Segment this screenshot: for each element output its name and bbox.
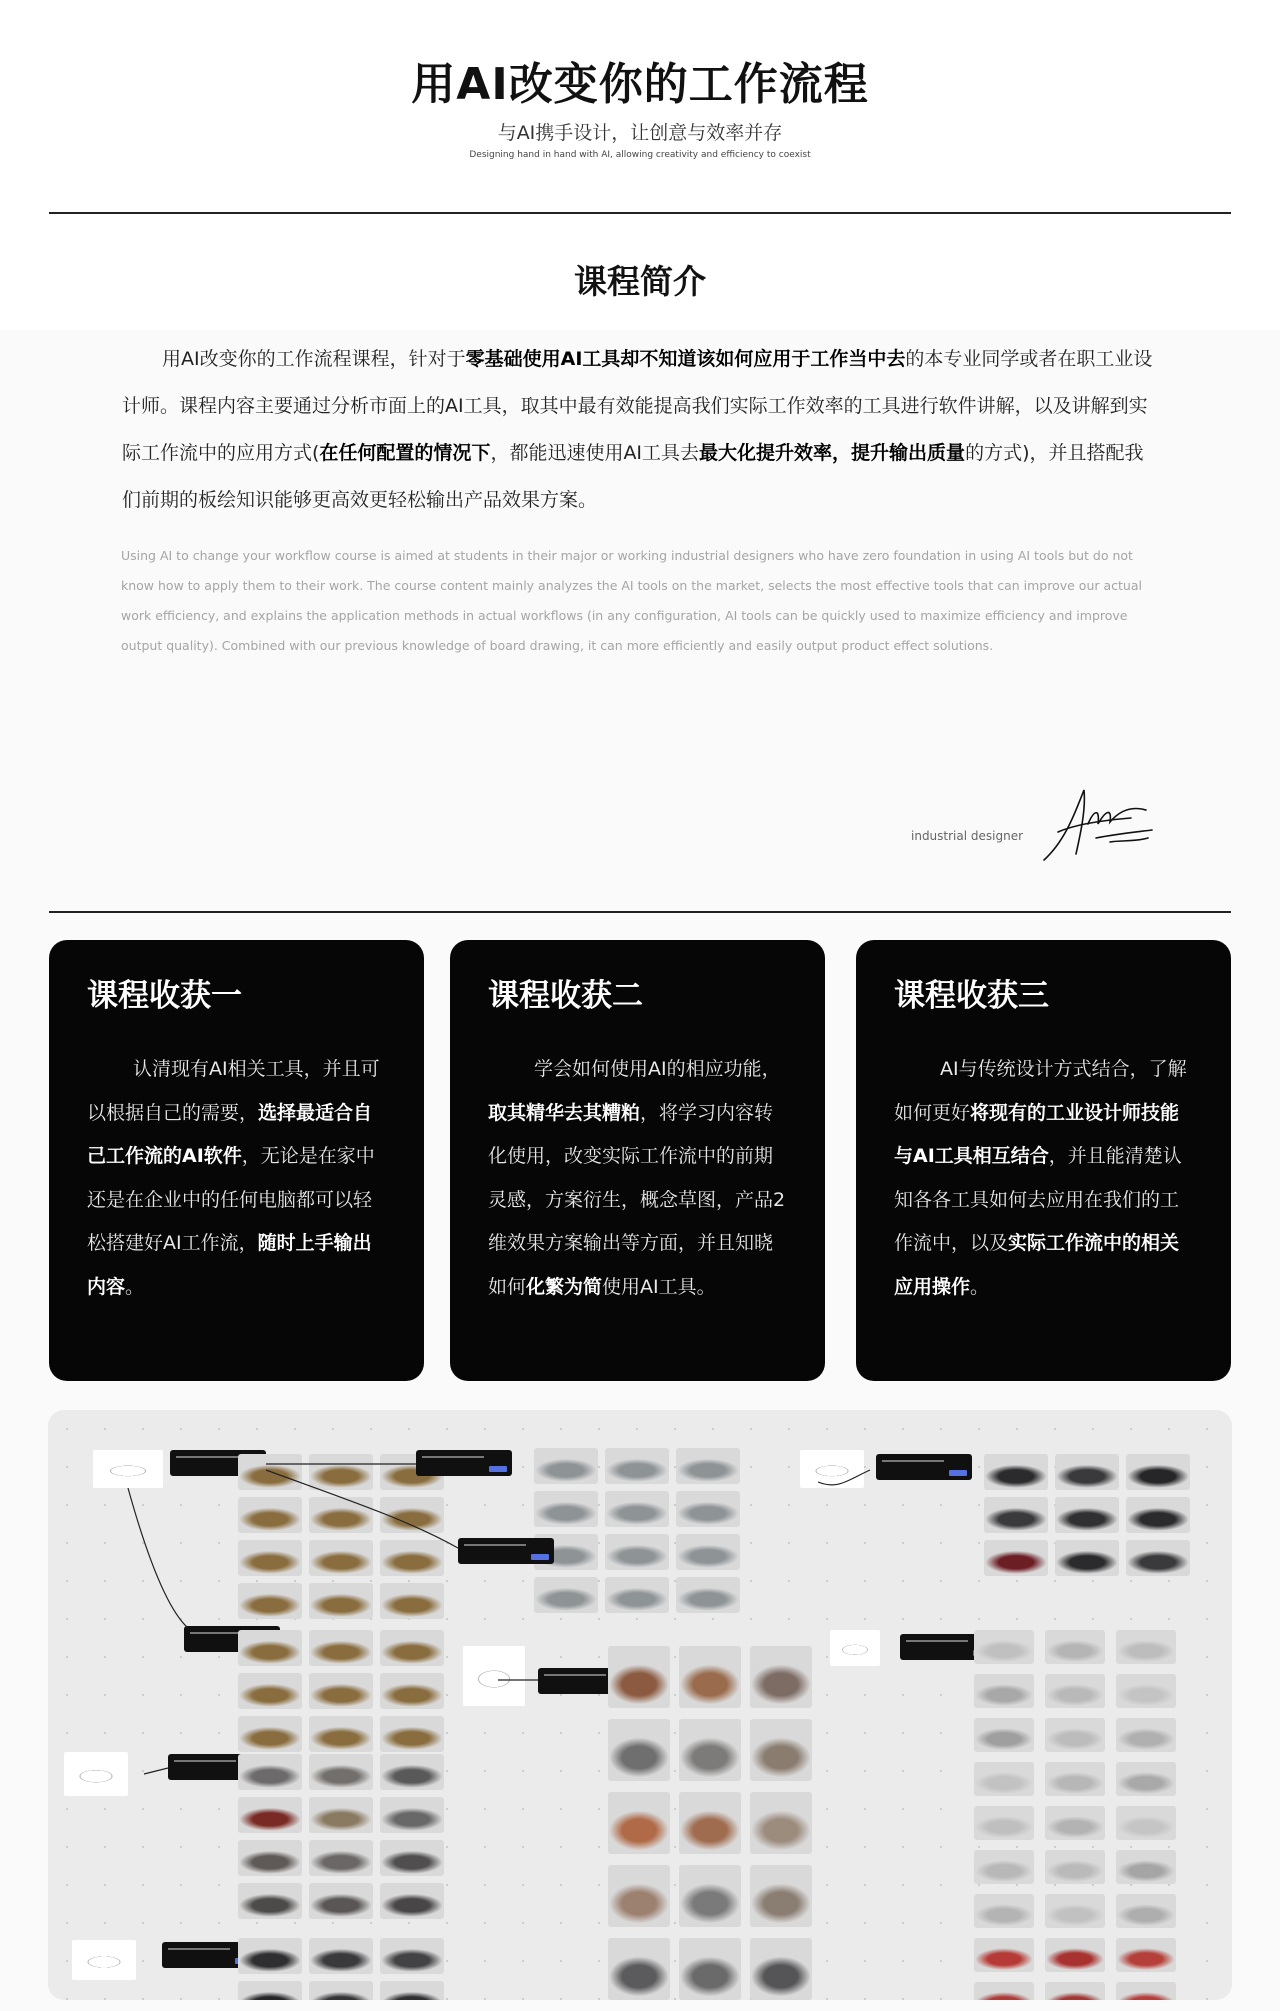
body-text: ，都能迅速使用AI工具去 xyxy=(490,442,700,464)
signature-icon xyxy=(1036,780,1156,868)
body-text: 的方式)，并且搭配我们前期的板绘知识能够更高效更轻松输出产品效果方案。 xyxy=(122,442,1144,511)
body-text: ，将学习内容转化使用，改变实际工作流中的前期灵感，方案衍生，概念草图，产品2维效果方案输出等方面，并且知晓如何 xyxy=(488,1101,786,1298)
mid-divider xyxy=(49,911,1231,913)
emphasis-text: 在任何配置的情况下 xyxy=(319,442,491,464)
emphasis-text: 选择最适合自己工作流的AI软件 xyxy=(87,1101,373,1167)
connector-line xyxy=(818,1470,870,1485)
body-text: 认清现有AI相关工具，并且可以根据自己的需要， xyxy=(87,1058,380,1124)
signature-label: industrial designer xyxy=(911,829,1024,843)
body-text: ，无论是在家中还是在企业中的任何电脑都可以轻松搭建好AI工作流， xyxy=(87,1145,375,1254)
connector-line xyxy=(266,1470,458,1548)
emphasis-text: 最大化提升效率，提升输出质量 xyxy=(699,442,966,464)
card-body xyxy=(894,1048,1194,1309)
card-body xyxy=(87,1048,387,1309)
card-title: 课程收获二 xyxy=(488,978,643,1014)
card-body xyxy=(488,1048,788,1309)
page-title: 用AI改变你的工作流程 xyxy=(411,59,869,110)
emphasis-text: 取其精华去其糟粕 xyxy=(488,1101,641,1124)
emphasis-text: 化繁为简 xyxy=(526,1275,603,1298)
emphasis-text: 将现有的工业设计师技能与AI工具相互结合 xyxy=(894,1101,1180,1167)
body-text: 。 xyxy=(970,1275,990,1298)
page-subtitle: 与AI携手设计，让创意与效率并存 xyxy=(497,122,783,144)
page-subtitle-english: Designing hand in hand with AI, allowing creativity and efficiency to coexist xyxy=(469,150,811,160)
body-text: AI与传统设计方式结合，了解如何更好 xyxy=(894,1058,1187,1124)
intro-paragraph-english: Using AI to change your workflow course is aimed at students in their major or working industrial designers who have zero foundation in using AI tools but do not know how to apply them to their work. The course content mainly analyzes the AI tools on the market, selects the most effective tools that can improve our actual work efficiency, and explains the application methods in actual workflows (in any configuration, AI tools can be quickly used to maximize efficiency and improve output quality). Combined with our previous knowledge of board drawing, it can more efficiently and easily output product effect solutions. xyxy=(121,548,1142,653)
body-text: 使用AI工具。 xyxy=(602,1275,716,1298)
body-text: 学会如何使用AI的相应功能， xyxy=(534,1058,781,1080)
workflow-connector-lines xyxy=(48,1410,1232,2000)
intro-paragraph-chinese xyxy=(122,336,1162,524)
card-title: 课程收获三 xyxy=(894,978,1049,1014)
emphasis-text: 随时上手输出内容 xyxy=(87,1232,372,1298)
connector-line xyxy=(128,1488,188,1628)
body-text: 。 xyxy=(125,1275,145,1298)
intro-heading: 课程简介 xyxy=(574,262,706,301)
emphasis-text: 零基础使用AI工具却不知道该如何应用于工作当中去 xyxy=(465,348,906,370)
body-text: ，并且能清楚认知各各工具如何去应用在我们的工作流中，以及 xyxy=(894,1145,1182,1254)
top-divider xyxy=(49,212,1231,214)
emphasis-text: 实际工作流中的相关应用操作 xyxy=(894,1232,1180,1298)
workflow-canvas-image xyxy=(48,1410,1232,2000)
benefit-card-one xyxy=(49,940,424,1381)
body-text: 的本专业同学或者在职工业设计师。课程内容主要通过分析市面上的AI工具，取其中最有效能提高我们实际工作效率的工具进行软件讲解，以及讲解到实际工作流中的应用方式( xyxy=(122,348,1153,464)
connector-line xyxy=(144,1768,168,1774)
card-title: 课程收获一 xyxy=(87,978,242,1014)
body-text: 用AI改变你的工作流程课程，针对于 xyxy=(162,348,466,370)
benefit-card-three xyxy=(856,940,1231,1381)
benefit-card-two xyxy=(450,940,825,1381)
